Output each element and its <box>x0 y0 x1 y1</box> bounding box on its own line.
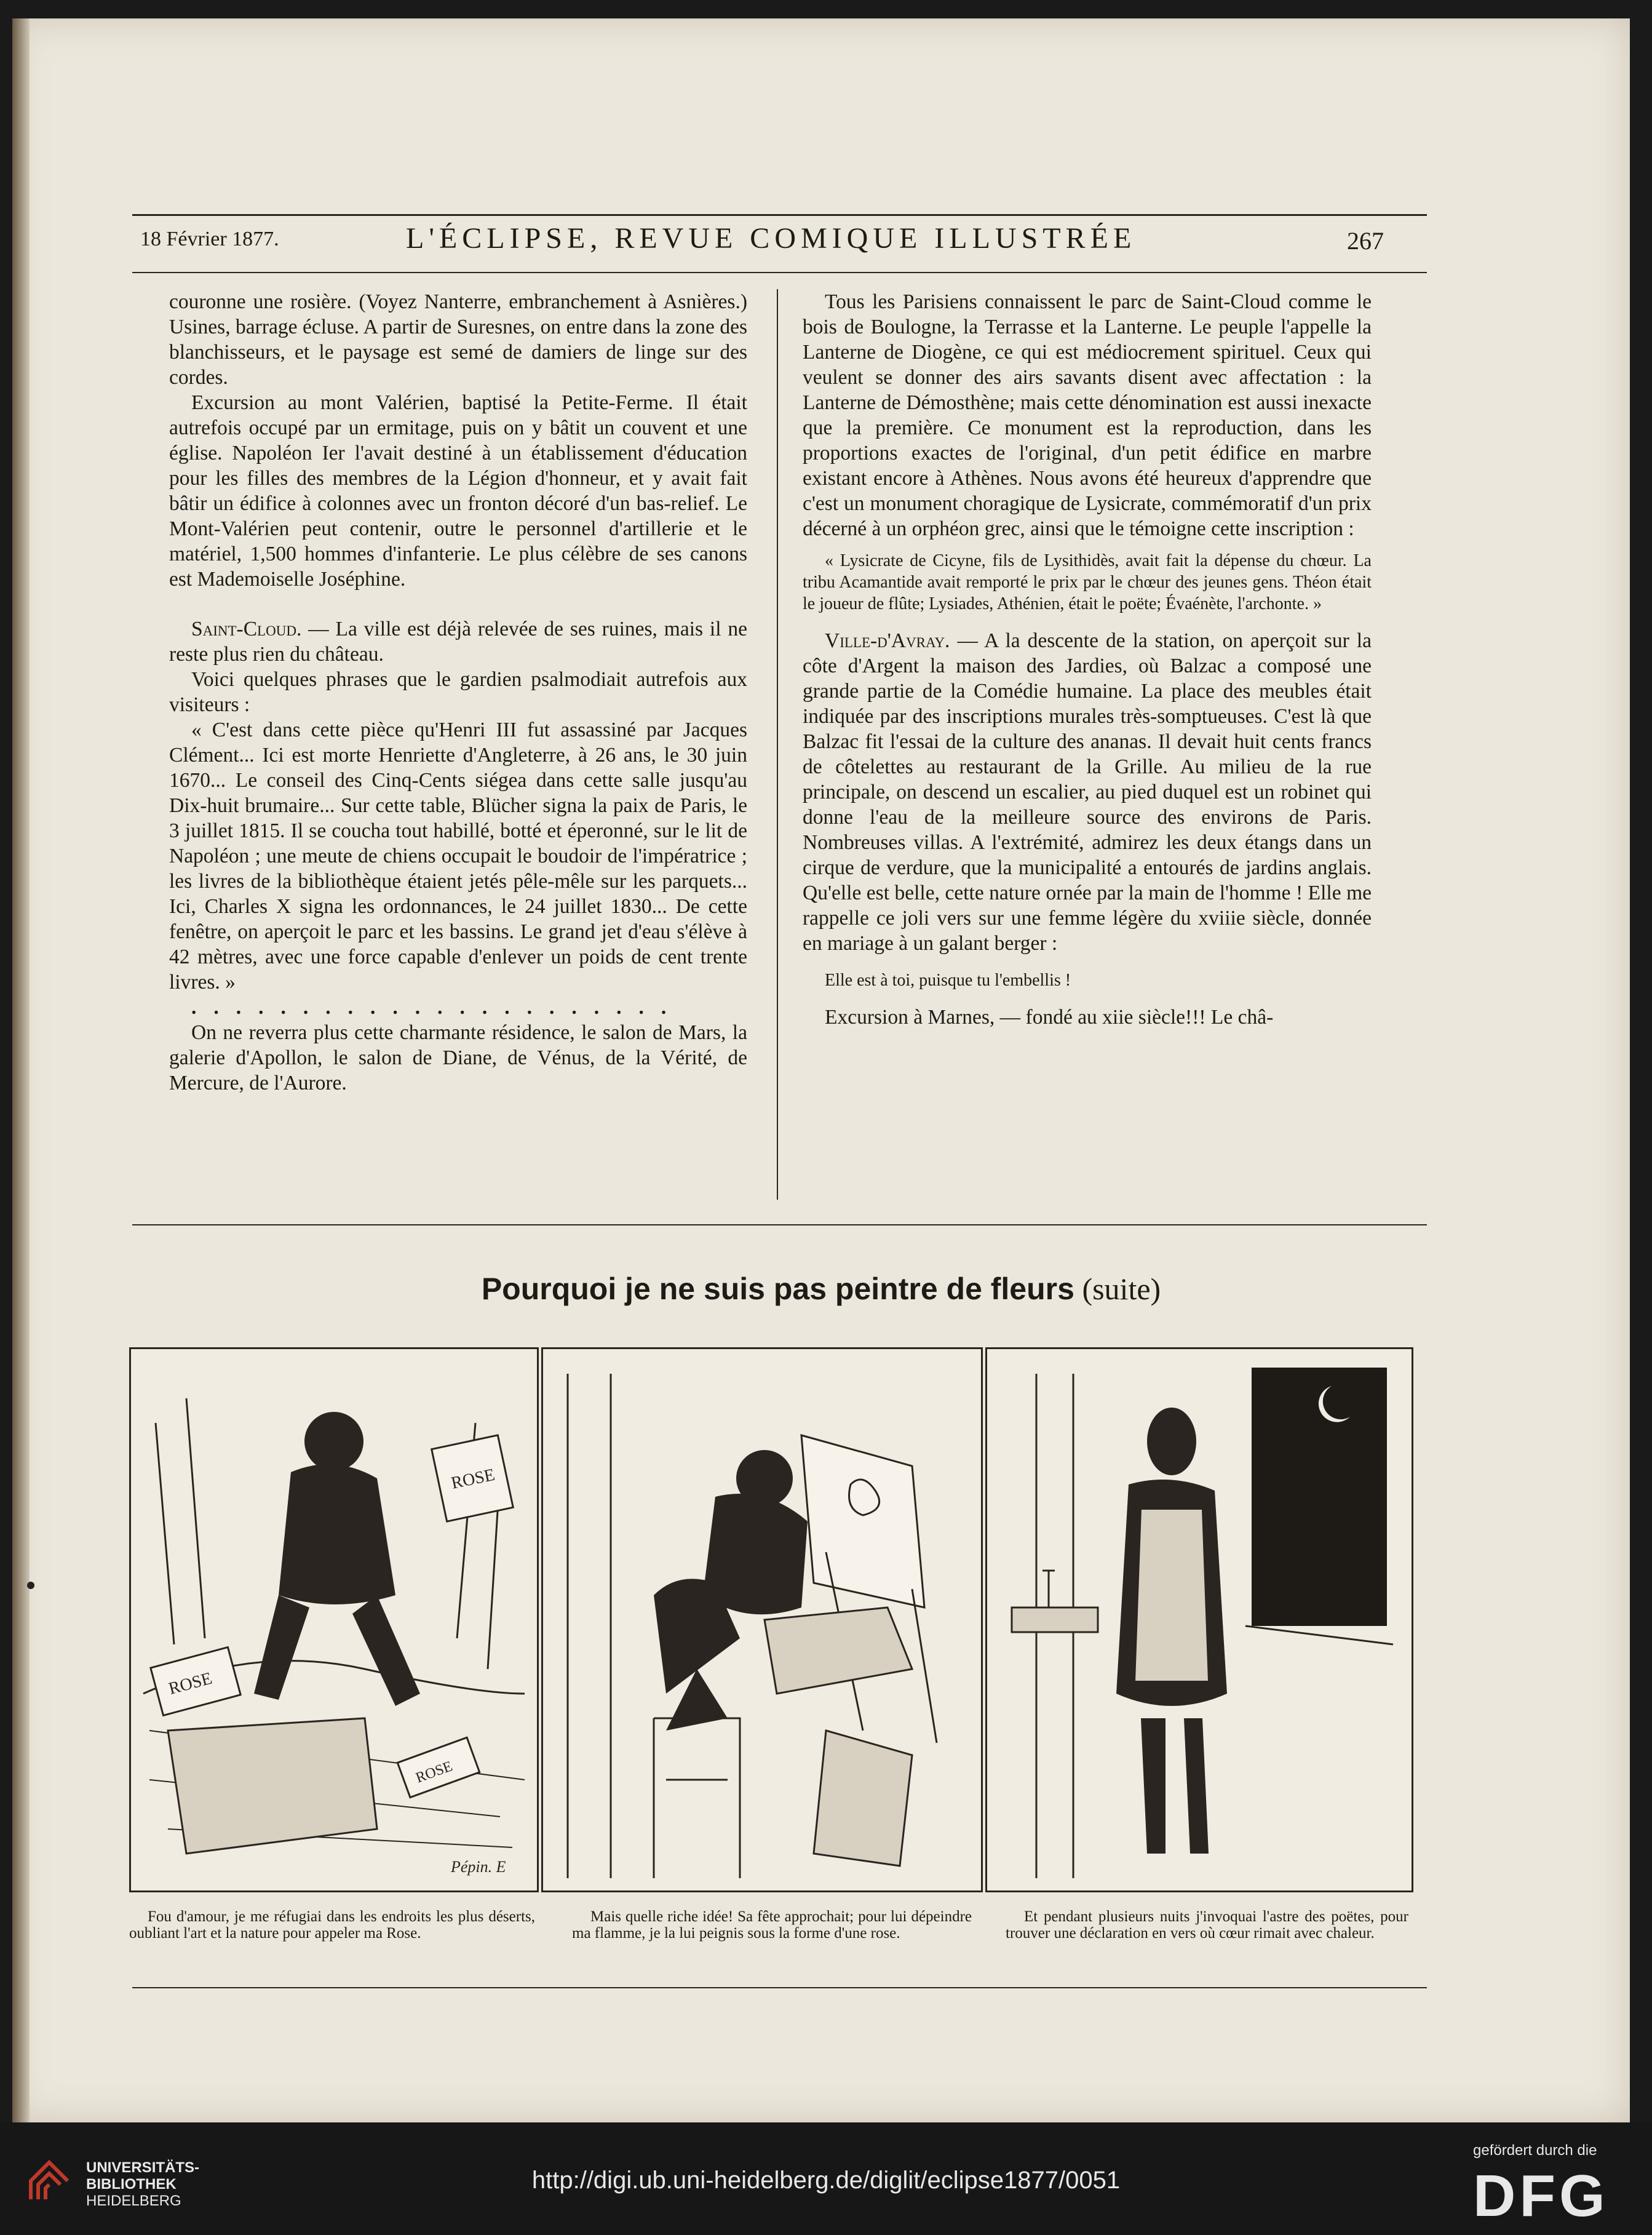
page-gutter <box>12 18 30 2122</box>
issue-date: 18 Février 1877. <box>140 228 279 250</box>
paragraph: Excursion à Marnes, — fondé au xiie siècle!!! Le châ- <box>825 1006 1274 1029</box>
rose-sign-text-3: ROSE <box>413 1758 455 1787</box>
painting-man-illustration <box>543 1349 981 1890</box>
verse-line: Elle est à toi, puisque tu l'embellis ! <box>825 971 1071 990</box>
section-lead: Saint-Cloud. <box>191 618 302 640</box>
scanned-page <box>12 18 1630 2122</box>
dfg-logo: DFG <box>1473 2163 1609 2229</box>
right-column <box>803 289 1372 1030</box>
header-top-rule <box>132 214 1427 216</box>
quotation: « C'est dans cette pièce qu'Henri III fut assassiné par Jacques Clément... Ici est morte Henriette d'Angleterre, à 26 ans, le 30 juin 1670... Le conseil des Cinq-Cents siégea dans cette salle jusqu'au Dix-huit brumaire... Sur cette table, Blücher signa la paix de Paris, le 3 juillet 1815. Il se coucha tout habillé, botté et éperonné, sur le lit de Napoléon ; une meute de chiens occupait le boudoir de l'impératrice ; les livres de la bibliothèque étaient jetés pêle-mêle sur les parquets... Ici, Charles X signa les ordonnances, le 24 juillet 1830... De cette fenêtre, on aperçoit le parc et les bassins. Le grand jet d'eau s'élève à 42 mètres, avec une force capable d'enlever un poids de cent trente livres. » <box>169 719 747 994</box>
paragraph: On ne reverra plus cette charmante résidence, le salon de Mars, la galerie d'Apollon, le salon de Diane, de Vénus, de la Vérité, de Mercure, de l'Aurore. <box>169 1021 747 1094</box>
header-rule <box>132 272 1427 273</box>
section-rule <box>132 1224 1427 1225</box>
paragraph: Excursion au mont Valérien, baptisé la Petite-Ferme. Il était autrefois occupé par un ermitage, puis on y bâtit un couvent et une église. Napoléon Ier l'avait destiné à un établissement d'éducation pour les filles des membres de la Légion d'honneur, et y avait fait bâtir un édifice à colonnes avec un fronton décoré d'un bas-relief. Le Mont-Valérien peut contenir, outre le personnel d'artillerie et le matériel, 1,500 hommes d'infanterie. Le plus célèbre de ses canons est Mademoiselle Joséphine. <box>169 391 747 591</box>
cartoon-panel-3 <box>985 1347 1413 1892</box>
cartoon-panel-1 <box>129 1347 539 1892</box>
dot-separator: ...................... <box>191 996 684 1019</box>
paragraph: couronne une rosière. (Voyez Nanterre, embranchement à Asnières.) Usines, barrage écluse. A partir de Suresnes, on entre dans la zone des blanchisseurs, et le paysage est semé de damiers de linge sur des cordes. <box>169 290 747 389</box>
funded-by-label: gefördert durch die <box>1473 2142 1597 2159</box>
column-divider <box>777 289 778 1200</box>
paragraph: Tous les Parisiens connaissent le parc de Saint-Cloud comme le bois de Boulogne, la Terrasse et la Lanterne. Le peuple l'appelle la Lanterne de Diogène, ce qui est médiocrement spirituel. Ceux qui veulent se donner des airs savants disent avec affectation : la Lanterne de Démosthène; mais cette dénomination est aussi inexacte que la première. Ce monument est la reproduction, dans les proportions exactes de l'original, d'un petit édifice en marbre existant encore à Athènes. Nous avons été heureux d'apprendre que c'est un monument choragique de Lysicrate, commémoratif d'un prix décerné à un orphéon grec, ainsi que le témoigne cette inscription : <box>803 290 1372 540</box>
paragraph: Voici quelques phrases que le gardien psalmodiait autrefois aux visiteurs : <box>169 668 747 716</box>
cartoon-title-suite: (suite) <box>1074 1272 1161 1306</box>
university-name: UNIVERSITÄTS- BIBLIOTHEK HEIDELBERG <box>86 2159 200 2209</box>
rose-sign-text: ROSE <box>449 1465 497 1493</box>
artist-signature: Pépin. E <box>451 1858 506 1876</box>
caption-2: Mais quelle riche idée! Sa fête approchait; pour lui dépeindre ma flamme, je la lui peignis sous la forme d'une rose. <box>572 1908 972 1942</box>
caption-3: Et pendant plusieurs nuits j'invoquai l'astre des poëtes, pour trouver une déclaration en vers où cœur rimait avec chaleur. <box>1006 1908 1408 1942</box>
section-lead: Ville-d'Avray. <box>825 629 950 652</box>
page-number: 267 <box>1347 227 1384 255</box>
viewer-footer <box>0 2122 1652 2235</box>
permalink-url[interactable]: http://digi.ub.uni-heidelberg.de/diglit/eclipse1877/0051 <box>531 2167 1121 2194</box>
night-man-illustration <box>987 1349 1412 1890</box>
sitting-man-illustration <box>131 1349 537 1890</box>
paragraph: Saint-Cloud. — La ville est déjà relevée de ses ruines, mais il ne reste plus rien du château. <box>169 618 747 666</box>
rose-sign-text-2: ROSE <box>166 1668 215 1699</box>
cartoon-title: Pourquoi je ne suis pas peintre de fleurs (suite) <box>481 1272 1161 1306</box>
bottom-rule <box>132 1987 1427 1988</box>
paragraph: Ville-d'Avray. — A la descente de la station, on aperçoit sur la côte d'Argent la maison des Jardies, où Balzac a composé une grande partie de la Comédie humaine. La place des meubles était indiquée par des inscriptions murales très-somptueuses. C'est là que Balzac fit l'essai de la culture des ananas. Il devait huit cents francs de côtelettes au restaurant de la Grille. Au milieu de la rue principale, on descend un escalier, au pied duquel est un robinet qui donne l'eau de la meilleure source des environs de Paris. Nombreuses villas. A l'extrémité, admirez les deux étangs dans un cirque de verdure, que la municipalité a entourés de jardins anglais. Qu'elle est belle, cette nature ornée par la main de l'homme ! Elle me rappelle ce joli vers sur une femme légère du xviiie siècle, donnée en mariage à un galant berger : <box>803 629 1372 955</box>
inscription-quote: « Lysicrate de Cicyne, fils de Lysithidès, avait fait la dépense du chœur. La tribu Acamantide avait remporté le prix par le chœur des jeunes gens. Théon était le joueur de flûte; Lysiades, Athénien, était le poëte; Évaénète, l'archonte. » <box>803 551 1372 613</box>
cartoon-panel-2 <box>541 1347 983 1892</box>
journal-title: L'ÉCLIPSE, REVUE COMIQUE ILLUSTRÉE <box>406 222 1137 255</box>
caption-1: Fou d'amour, je me réfugiai dans les endroits les plus déserts, oubliant l'art et la nature pour appeler ma Rose. <box>129 1908 535 1942</box>
left-column <box>169 289 747 1096</box>
margin-dot <box>27 1582 34 1589</box>
